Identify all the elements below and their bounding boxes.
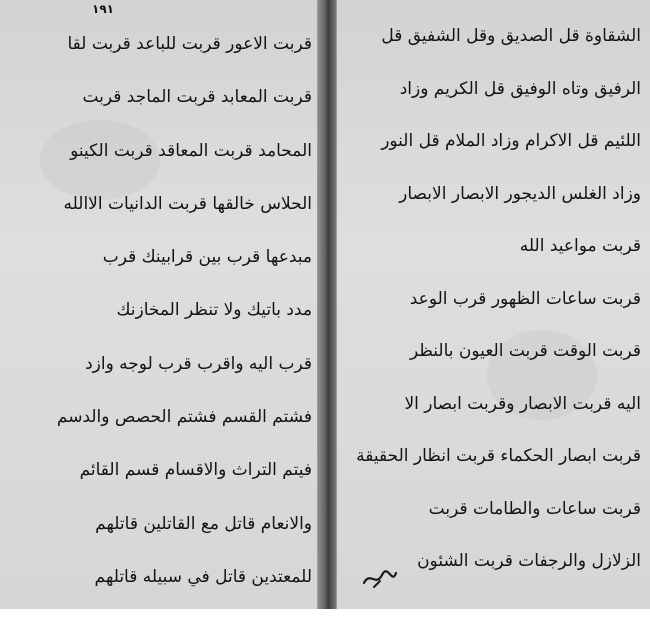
text-line: قربت الاعور قربت للباعد قربت لقا bbox=[67, 34, 312, 54]
right-page-text bbox=[351, 26, 641, 604]
text-line: فيتم التراث والاقسام قسم القائم bbox=[79, 460, 312, 481]
text-line: مدد باتيك ولا تنظر المخازنك bbox=[116, 300, 312, 321]
text-line: قربت ساعات والطامات قربت bbox=[428, 498, 641, 519]
text-line: المحامد قربت المعاقد قربت الكينو bbox=[70, 140, 312, 161]
left-page bbox=[0, 0, 318, 609]
page-number: ١٩١ bbox=[92, 2, 114, 16]
text-line: الرفيق وتاه الوفيق قل الكريم وزاد bbox=[399, 78, 641, 99]
text-line: فشتم القسم فشتم الحصص والدسم bbox=[56, 407, 312, 428]
book-gutter bbox=[318, 0, 336, 609]
text-line: اللئيم قل الاكرام وزاد الملام قل النور bbox=[381, 131, 641, 151]
right-page bbox=[336, 0, 650, 609]
text-line: اليه قربت الابصار وقربت ابصار الا bbox=[404, 393, 641, 414]
catchword-mark bbox=[360, 565, 400, 591]
text-line: قربت ابصار الحكماء قربت انظار الحقيقة bbox=[356, 446, 641, 466]
text-line: قربت المعابد قربت الماجد قربت bbox=[82, 87, 312, 108]
text-line: مبدعها قرب بين قرابينك قرب bbox=[102, 247, 312, 268]
text-line: قربت مواعيد الله bbox=[519, 236, 641, 256]
text-line: والانعام قاتل مع القاتلين قاتلهم bbox=[95, 513, 312, 534]
text-line: قربت الوقت قربت العيون بالنظر bbox=[409, 341, 641, 361]
text-line: وزاد الغلس الديجور الابصار الابصار bbox=[399, 183, 641, 204]
text-line: قرب اليه واقرب قرب لوجه وازد bbox=[85, 353, 312, 374]
text-line: للمعتدين قاتل في سبيله قاتلهم bbox=[94, 566, 312, 587]
text-line: الحلاس خالقها قربت الدانيات الاالله bbox=[63, 193, 312, 214]
text-line: الشقاوة قل الصديق وقل الشفيق قل bbox=[381, 26, 641, 46]
text-line: الزلازل والرجفات قربت الشئون bbox=[417, 551, 641, 571]
text-line: قربت ساعات الظهور قرب الوعد bbox=[409, 288, 641, 309]
left-page-text bbox=[12, 34, 312, 620]
